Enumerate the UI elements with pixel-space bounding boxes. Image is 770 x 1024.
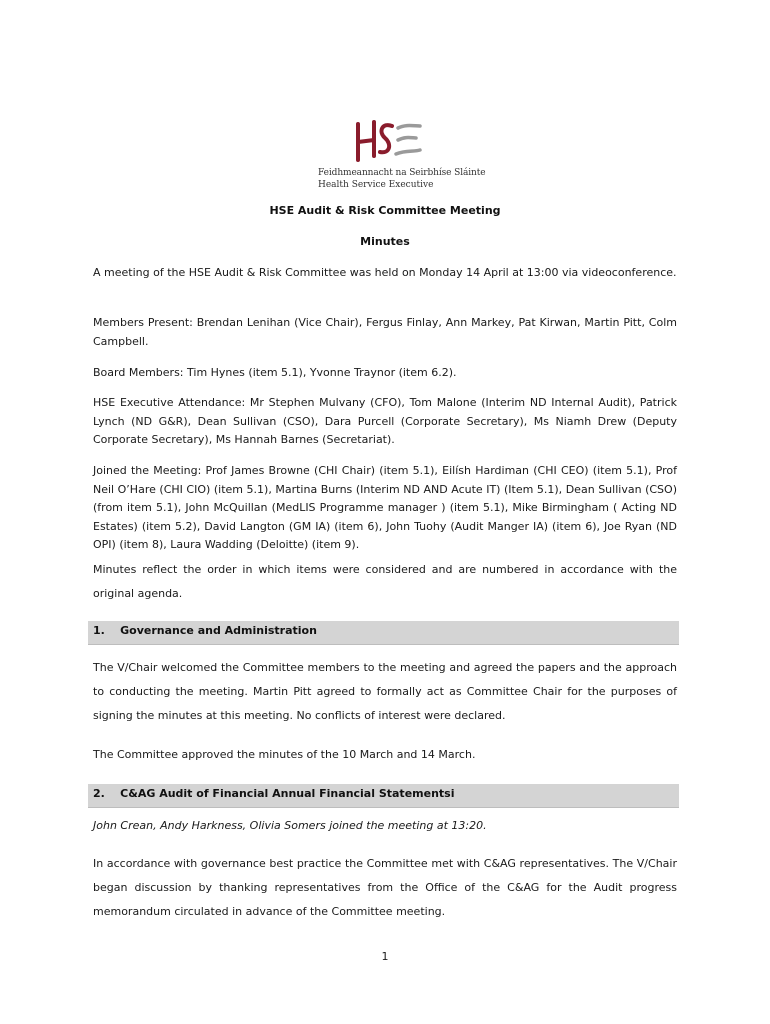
logo-irish-text: Feidhmeannacht na Seirbhíse Sláinte bbox=[318, 168, 486, 178]
joined-meeting-paragraph: Joined the Meeting: Prof James Browne (CHI Chair) (item 5.1), Eilísh Hardiman (CHI CEO) (item 5.1), Prof Neil O’Hare (CHI CIO) (item 5.1), Martina Burns (Interim ND AND Acute IT) (Item 5.1), Dean Sullivan (CSO) (from item 5.1), John McQuillan (MedLIS Programme manager ) (item 5.1), Mike Birmingham ( Acting ND Estates) (item 5.2), David Langton (GM IA) (item 6), John Tuohy (Audit Manger IA) (item 6), Joe Ryan (ND OPI) (item 8), Laura Wadding (Deloitte) (item 9). bbox=[93, 464, 677, 551]
members-present-paragraph: Members Present: Brendan Lenihan (Vice Chair), Fergus Finlay, Ann Markey, Pat Kirwan, Martin Pitt, Colm Campbell. bbox=[93, 316, 677, 348]
governance-paragraph: The V/Chair welcomed the Committee members to the meeting and agreed the papers and the approach to conducting the meeting. Martin Pitt agreed to formally act as Committee Chair for the purposes of signing the minutes at this meeting. No conflicts of interest were declared. bbox=[93, 661, 677, 722]
logo-english-text: Health Service Executive bbox=[318, 180, 434, 190]
minutes-approval-paragraph: The Committee approved the minutes of the 10 March and 14 March. bbox=[93, 748, 476, 761]
section-heading-text: 2. C&AG Audit of Financial Annual Financial Statementsi bbox=[93, 787, 455, 800]
hse-executive-paragraph: HSE Executive Attendance: Mr Stephen Mulvany (CFO), Tom Malone (Interim ND Internal Audit), Patrick Lynch (ND G&R), Dean Sullivan (CSO), Dara Purcell (Corporate Secretary), Ms Niamh Drew (Deputy Corporate Secretary), Ms Hannah Barnes (Secretariat). bbox=[93, 396, 677, 446]
section-heading-cag-audit bbox=[88, 784, 679, 808]
board-members-paragraph: Board Members: Tim Hynes (item 5.1), Yvonne Traynor (item 6.2). bbox=[93, 366, 457, 379]
document-subtitle: Minutes bbox=[360, 235, 410, 248]
hse-logo-mark-icon bbox=[352, 116, 422, 166]
intro-paragraph: A meeting of the HSE Audit & Risk Committee was held on Monday 14 April at 13:00 via videoconference. bbox=[93, 266, 677, 279]
page-number: 1 bbox=[381, 950, 389, 963]
document-title: HSE Audit & Risk Committee Meeting bbox=[269, 204, 501, 217]
section-heading-text: 1. Governance and Administration bbox=[93, 624, 317, 637]
cag-joined-paragraph: John Crean, Andy Harkness, Olivia Somers joined the meeting at 13:20. bbox=[93, 819, 487, 832]
cag-paragraph: In accordance with governance best practice the Committee met with C&AG representatives. The V/Chair began discussion by thanking representatives from the Office of the C&AG for the Audit progress memorandum circulated in advance of the Committee meeting. bbox=[93, 857, 677, 918]
order-note-paragraph: Minutes reflect the order in which items were considered and are numbered in accordance with the original agenda. bbox=[93, 563, 677, 600]
section-heading-governance bbox=[88, 621, 679, 645]
hse-logo bbox=[312, 116, 486, 192]
